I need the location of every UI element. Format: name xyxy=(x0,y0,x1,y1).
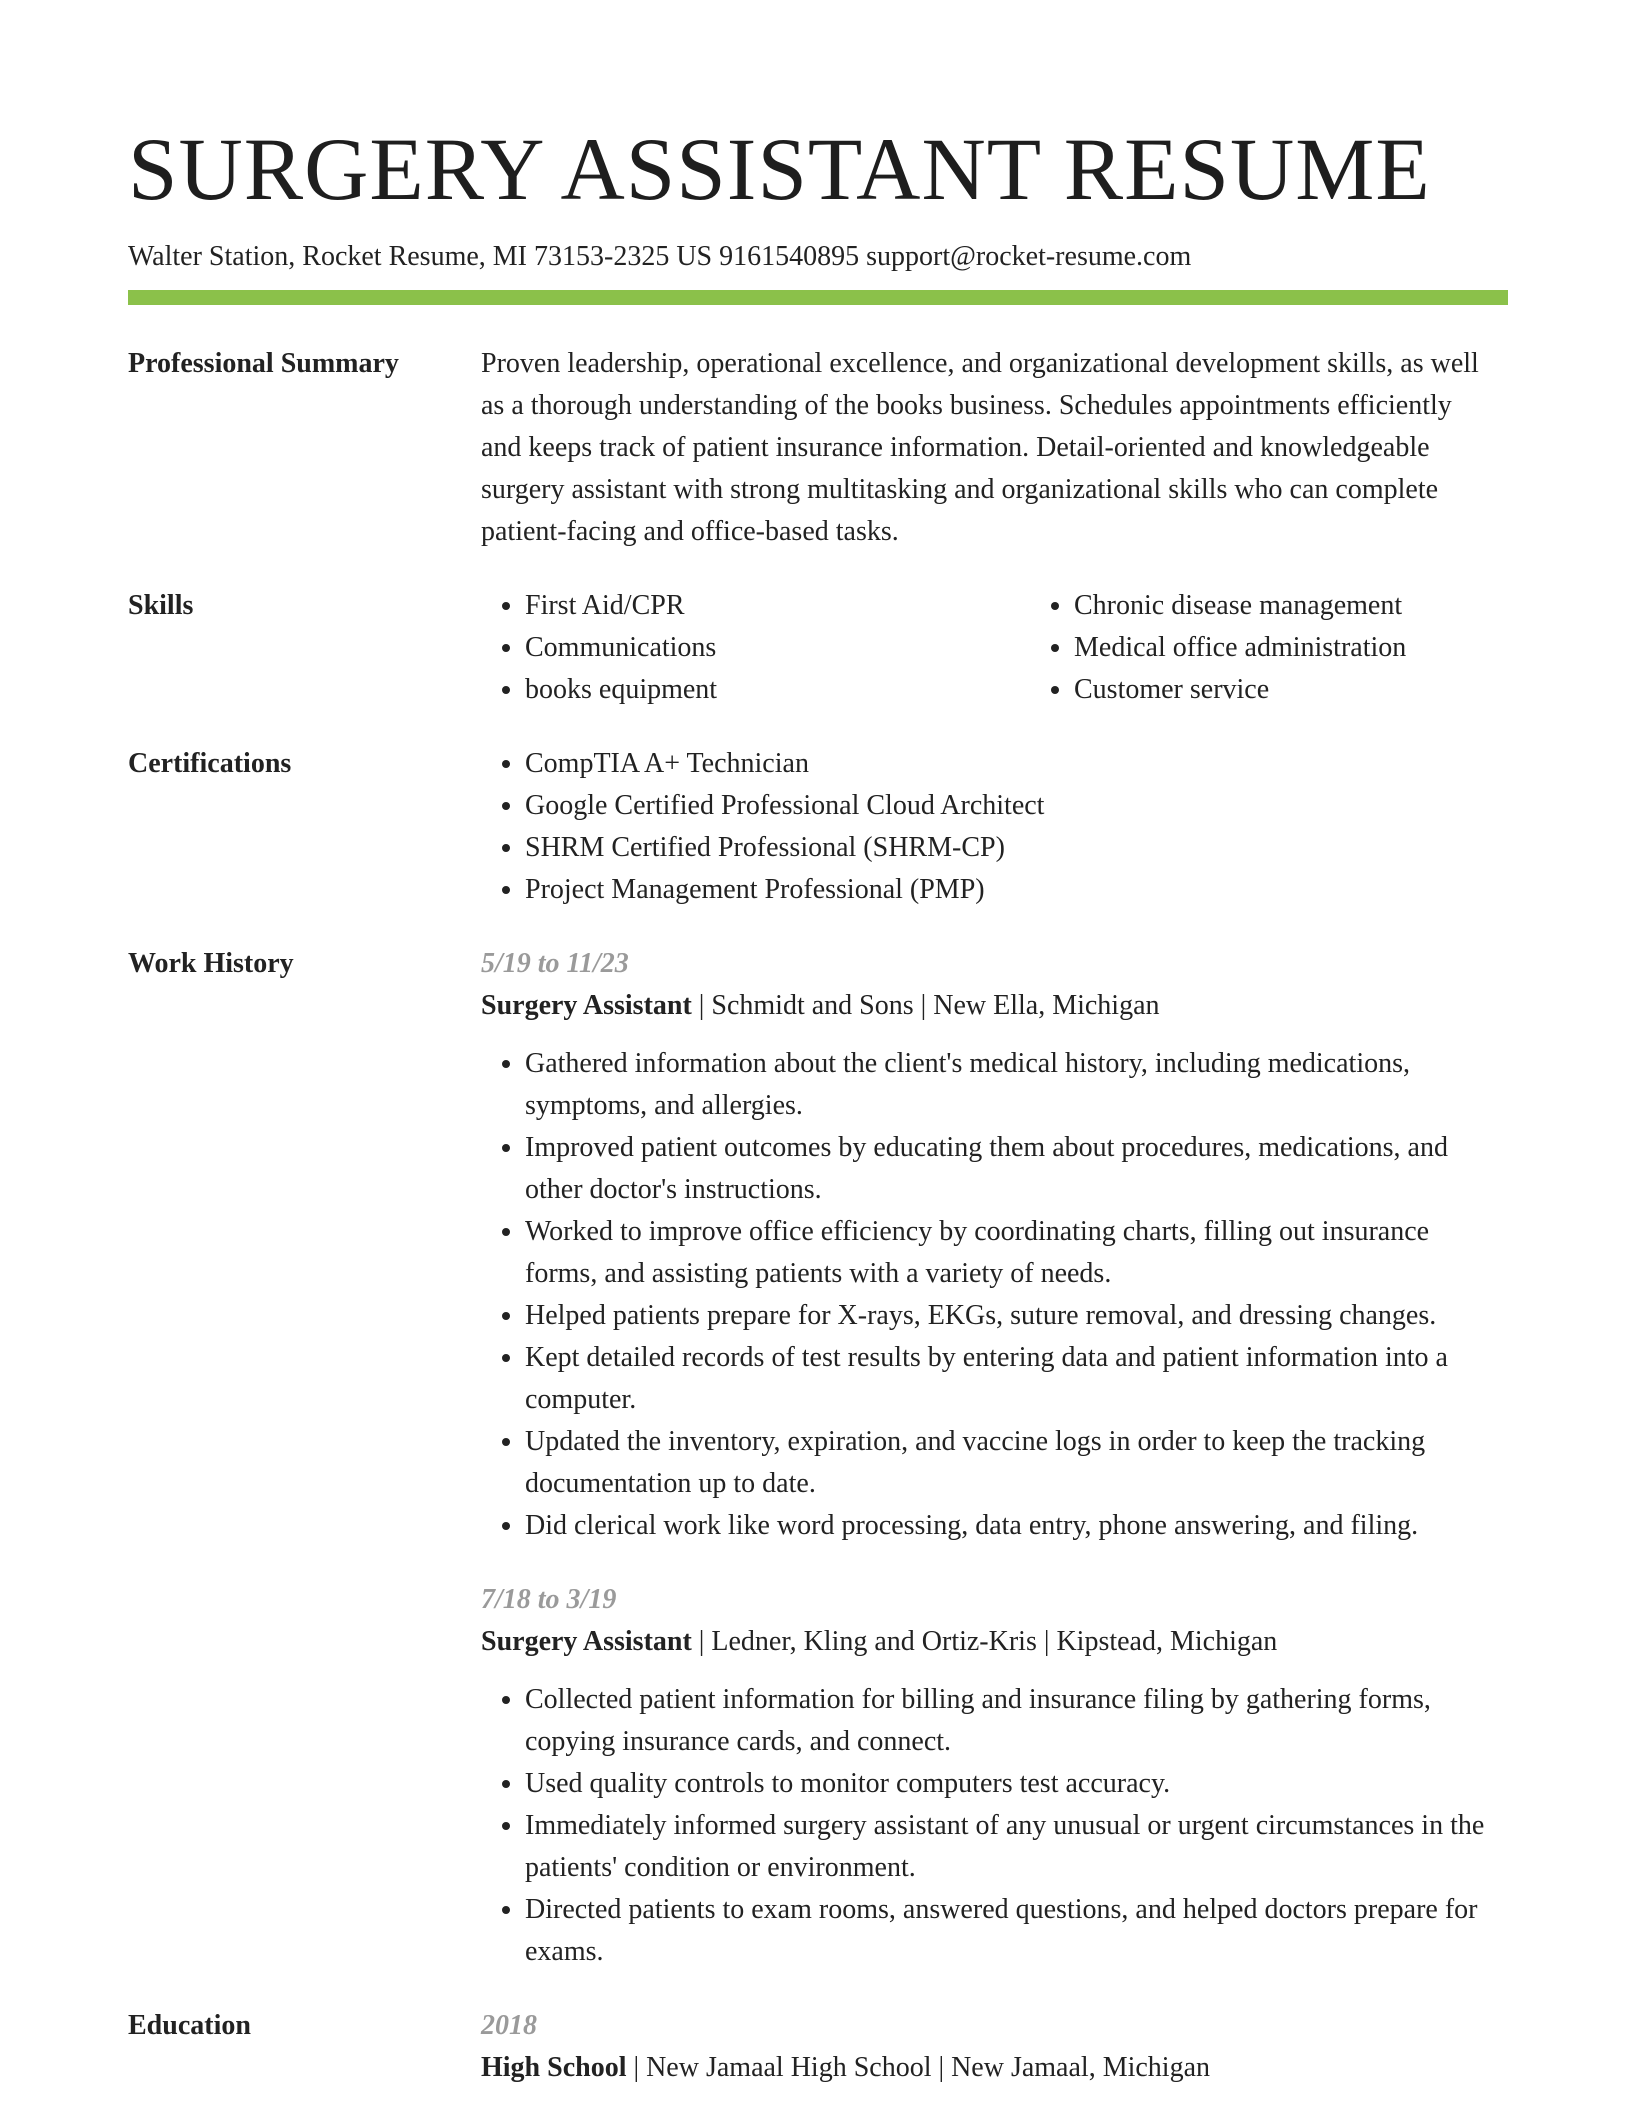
list-item: • Collected patient information for billing and insurance filing by gathering forms, copying insurance cards, and connect. xyxy=(525,1679,1488,1763)
list-item: • Gathered information about the client's medical history, including medications, symptoms, and allergies. xyxy=(525,1043,1488,1127)
job-bullets xyxy=(481,1043,1488,1547)
education-details: | New Jamaal High School | New Jamaal, Michigan xyxy=(626,2052,1210,2083)
section-heading: Skills xyxy=(128,590,194,621)
education-section xyxy=(128,2005,1508,2089)
job-dates: 5/19 to 11/23 xyxy=(481,948,629,979)
section-heading: Certifications xyxy=(128,748,292,779)
skills-list-left xyxy=(481,585,1030,711)
list-item: • Project Management Professional (PMP) xyxy=(525,869,1508,911)
job-role-line xyxy=(481,985,1488,1027)
summary-text: Proven leadership, operational excellence, and organizational development skills, as well as a thorough understanding of the books business. Schedules appointments efficiently and keeps track of patient insurance information. Detail-oriented and knowledgeable surgery assistant with strong multitasking and organizational skills who can complete patient-facing and office-based tasks. xyxy=(481,348,1479,547)
education-degree: High School xyxy=(481,2052,627,2083)
list-item: • Did clerical work like word processing, data entry, phone answering, and filing. xyxy=(525,1505,1488,1547)
list-item: • Medical office administration xyxy=(1074,627,1579,669)
job-entry xyxy=(481,1579,1488,1973)
resume-page xyxy=(128,120,1508,2089)
list-item: • Improved patient outcomes by educating them about procedures, medications, and other doctor's instructions. xyxy=(525,1127,1488,1211)
list-item: • Worked to improve office efficiency by coordinating charts, filling out insurance forms, and assisting patients with a variety of needs. xyxy=(525,1211,1488,1295)
job-title: Surgery Assistant xyxy=(481,1626,692,1657)
list-item: • CompTIA A+ Technician xyxy=(525,743,1508,785)
list-item: • Kept detailed records of test results by entering data and patient information into a computer. xyxy=(525,1337,1488,1421)
list-item: • Google Certified Professional Cloud Architect xyxy=(525,785,1508,827)
skills-section xyxy=(128,585,1508,711)
list-item: • Directed patients to exam rooms, answered questions, and helped doctors prepare for exams. xyxy=(525,1889,1488,1973)
list-item: • SHRM Certified Professional (SHRM-CP) xyxy=(525,827,1508,869)
resume-title: SURGERY ASSISTANT RESUME xyxy=(128,121,1431,219)
contact-line: Walter Station, Rocket Resume, MI 73153-2325 US 9161540895 support@rocket-resume.com xyxy=(128,241,1192,272)
list-item: • Immediately informed surgery assistant of any unusual or urgent circumstances in the patients' condition or environment. xyxy=(525,1805,1488,1889)
section-heading: Professional Summary xyxy=(128,348,399,379)
list-item: • Updated the inventory, expiration, and vaccine logs in order to keep the tracking documentation up to date. xyxy=(525,1421,1488,1505)
list-item: • Customer service xyxy=(1074,669,1579,711)
education-line xyxy=(481,2047,1508,2089)
list-item: • Helped patients prepare for X-rays, EKGs, suture removal, and dressing changes. xyxy=(525,1295,1488,1337)
job-entry xyxy=(481,943,1488,1547)
skills-list-right xyxy=(1030,585,1579,711)
job-details: | Ledner, Kling and Ortiz-Kris | Kipstead, Michigan xyxy=(691,1626,1278,1657)
job-role-line xyxy=(481,1621,1488,1663)
work-history-section xyxy=(128,943,1508,1973)
header-divider xyxy=(128,290,1508,305)
certifications-section xyxy=(128,743,1508,911)
list-item: • books equipment xyxy=(525,669,1030,711)
job-details: | Schmidt and Sons | New Ella, Michigan xyxy=(691,990,1160,1021)
summary-section xyxy=(128,343,1508,553)
certifications-list xyxy=(481,743,1508,911)
job-dates: 7/18 to 3/19 xyxy=(481,1584,617,1615)
education-date: 2018 xyxy=(481,2010,537,2041)
section-heading: Work History xyxy=(128,948,294,979)
job-title: Surgery Assistant xyxy=(481,990,692,1021)
list-item: • Chronic disease management xyxy=(1074,585,1579,627)
list-item: • First Aid/CPR xyxy=(525,585,1030,627)
section-heading: Education xyxy=(128,2010,251,2041)
list-item: • Communications xyxy=(525,627,1030,669)
list-item: • Used quality controls to monitor computers test accuracy. xyxy=(525,1763,1488,1805)
job-bullets xyxy=(481,1679,1488,1973)
